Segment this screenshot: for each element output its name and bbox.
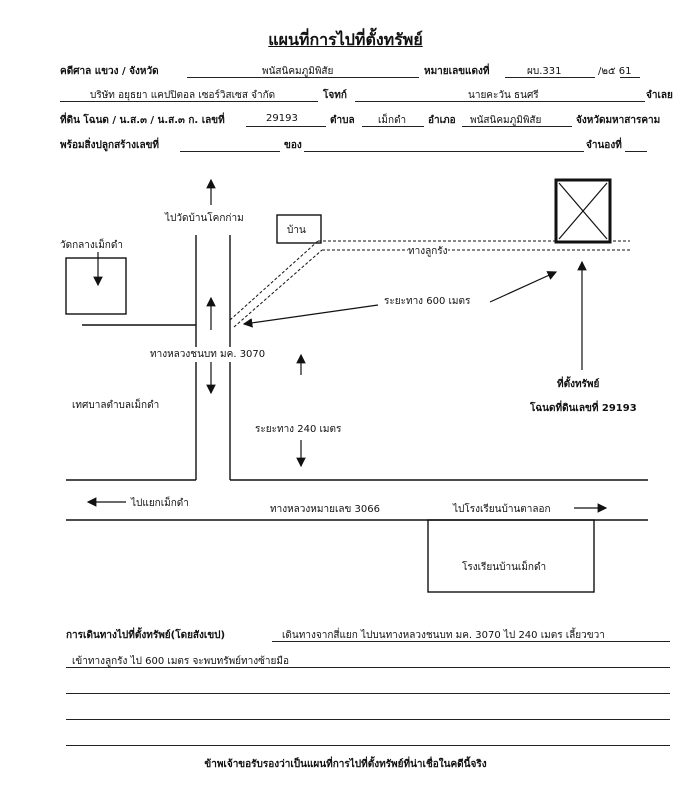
property-label: ที่ตั้งทรัพย์: [557, 379, 600, 390]
case-no-value: ผบ.331: [527, 66, 562, 77]
subdistrict-value: เม็กดำ: [378, 115, 407, 126]
court-label: คดีศาล แขวง / จังหวัด: [60, 66, 159, 77]
to-junction-label: ไปแยกเม็กดำ: [131, 498, 189, 509]
directions-label: การเดินทางไปที่ตั้งทรัพย์(โดยสังเขป): [66, 630, 226, 641]
land-no: 29193: [266, 113, 298, 124]
house-label: บ้าน: [287, 225, 306, 236]
school-label: โรงเรียนบ้านเม็กดำ: [462, 562, 547, 573]
directions-line1: เดินทางจากสี่แยก ไปบนทางหลวงชนบท มค. 3070 ไป 240 เมตร เลี้ยวขวา: [282, 630, 605, 641]
property-marker: [556, 180, 610, 242]
distance-240-label: ระยะทาง 240 เมตร: [255, 424, 342, 435]
alley-label: ทางลูกรัง: [408, 246, 448, 257]
defendant-label: จำเลย: [646, 90, 673, 101]
distance-600-label: ระยะทาง 600 เมตร: [384, 296, 471, 307]
temple-label: วัดกลางเม็กดำ: [60, 240, 123, 251]
court-value: พนัสนิคมภูมิพิสัย: [262, 66, 334, 77]
deed-label: โฉนดที่ดินเลขที่ 29193: [530, 403, 637, 414]
of-label: ของ: [284, 140, 302, 151]
school-box: [428, 520, 594, 592]
certification-footer: ข้าพเจ้าขอรับรองว่าเป็นแผนที่การไปที่ตั้งทรัพย์ที่น่าเชื่อในคดีนี้จริง: [204, 759, 487, 770]
land-label: ที่ดิน โฉนด / น.ส.๓ / น.ส.๓ ก. เลขที่: [60, 115, 225, 126]
district-value: พนัสนิคมภูมิพิสัย: [470, 115, 542, 126]
to-school-label: ไปโรงเรียนบ้านตาลอก: [453, 504, 551, 515]
highway-3066-label: ทางหลวงหมายเลข 3066: [270, 504, 380, 515]
highway-3070-label: ทางหลวงชนบท มค. 3070: [150, 349, 266, 360]
district-label: อำเภอ: [428, 115, 456, 126]
province-label: จังหวัดมหาสารคาม: [576, 115, 661, 126]
subdistrict-label: ตำบล: [330, 115, 355, 126]
house-no-label: จำนองที่: [586, 140, 622, 151]
case-year-value: /๒๕ 61: [598, 66, 632, 77]
to-temple-label: ไปวัดบ้านโคกก่าม: [165, 213, 244, 224]
temple-box: [66, 258, 126, 314]
building-label: พร้อมสิ่งปลูกสร้างเลขที่: [60, 140, 160, 151]
defendant-value: นายคะวัน ธนศรี: [468, 90, 539, 101]
municipality-label: เทศบาลตำบลเม็กดำ: [72, 400, 160, 411]
plaintiff-label: โจทก์: [323, 90, 347, 101]
directions-line2: เข้าทางลูกรัง ไป 600 เมตร จะพบทรัพย์ทางซ้ายมือ: [72, 656, 289, 667]
plaintiff-value: บริษัท อยุธยา แคปปิตอล เซอร์วิสเซส จำกัด: [90, 90, 276, 101]
page-title: แผนที่การไปที่ตั้งทรัพย์: [268, 30, 423, 49]
case-no-label: หมายเลขแดงที่: [424, 66, 490, 77]
